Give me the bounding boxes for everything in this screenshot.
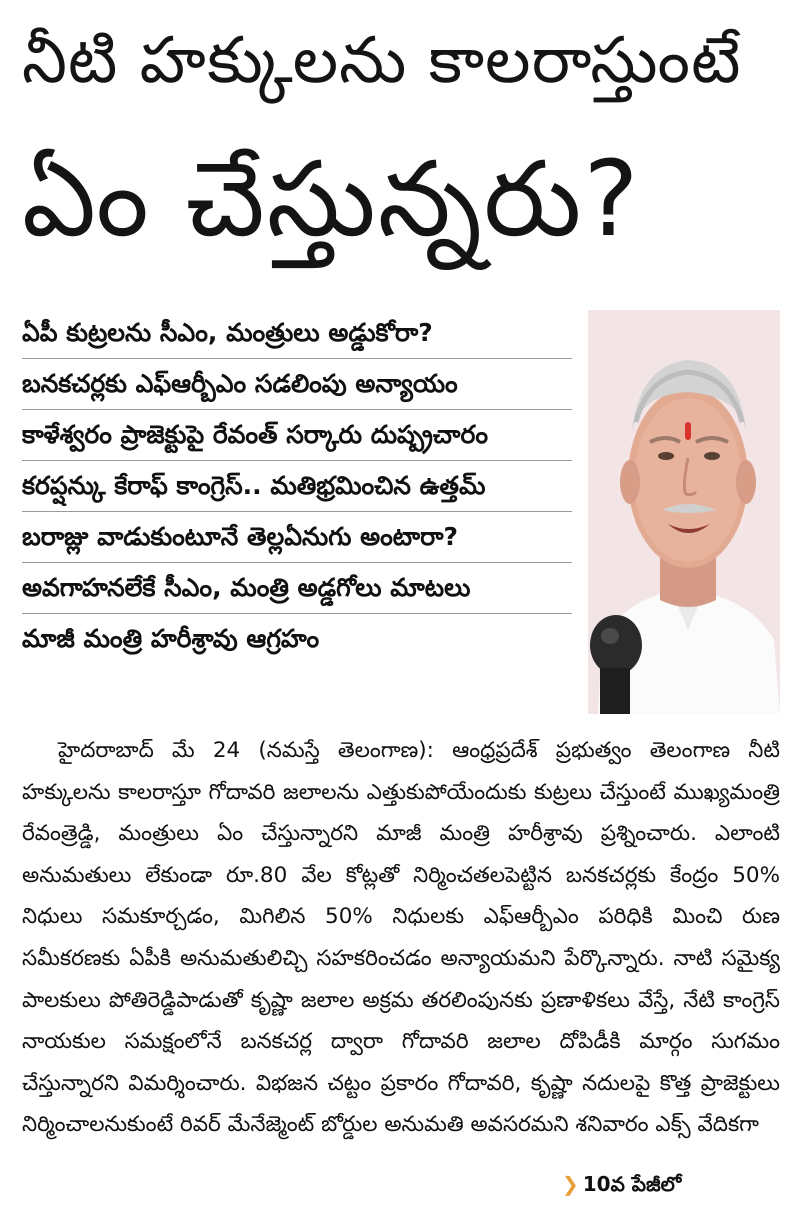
continued-label: 10వ పేజీలో [582,1172,682,1196]
headline-line-2: ఏం చేస్తున్నరు? [22,138,641,260]
subheadline: అవగాహనలేకే సీఎం, మంత్రి అడ్డగోలు మాటలు [22,563,572,614]
article-body-text: హైదరాబాద్ మే 24 (నమస్తే తెలంగాణ): ఆంధ్రప్రదేశ్ ప్రభుత్వం తెలంగాణ నీటి హక్కులను కాలరాస్తూ గోదావరి జలాలను ఎత్తుకుపోయేందుకు కుట్రలు చేస్తుంటే ముఖ్యమంత్రి రేవంత్రెడ్డి, మంత్రులు ఏం చేస్తున్నారని మాజీ మంత్రి హరీశ్రావు ప్రశ్నించారు. ఎలాంటి అనుమతులు లేకుండా రూ.80 వేల కోట్లతో నిర్మించతలపెట్టిన బనకచర్లకు కేంద్రం 50% నిధులు సమకూర్చడం, మిగిలిన 50% నిధులకు ఎఫ్ఆర్బీఎం పరిధికి మించి రుణ సమీకరణకు ఏపీకి అనుమతులిచ్చి సహకరించడం అన్యాయమని పేర్కొన్నారు. నాటి సమైక్య పాలకులు పోతిరెడ్డిపాడుతో కృష్ణా జలాల అక్రమ తరలింపునకు ప్రణాళికలు వేస్తే, నేటి కాంగ్రెస్ నాయకుల సమక్షంలోనే బనకచర్ల ద్వారా గోదావరి జలాల దోపిడీకి మార్గం సుగమం చేస్తున్నారని విమర్శించారు. విభజన చట్టం ప్రకారం గోదావరి, కృష్ణా నదులపై కొత్త ప్రాజెక్టులు నిర్మించాలనుకుంటే రివర్ మేనేజ్మెంట్ బోర్డుల అనుమతి అవసరమని శనివారం ఎక్స్ వేదికగా [22,738,780,1138]
speaker-photo [588,310,780,714]
subheadline: బరాజ్లు వాడుకుంటూనే తెల్లఏనుగు అంటారా? [22,512,572,563]
subheadline-list [22,308,572,664]
subheadline: ఏపీ కుట్రలను సీఎం, మంత్రులు అడ్డుకోరా? [22,308,572,359]
chevron-right-icon: ❯ [562,1172,579,1196]
subheadline: బనకచర్లకు ఎఫ్ఆర్బీఎం సడలింపు అన్యాయం [22,359,572,410]
headline-line-1: నీటి హక్కులను కాలరాస్తుంటే [22,24,742,98]
article-body [22,730,780,1146]
subheadline: కాళేశ్వరం ప్రాజెక్టుపై రేవంత్ సర్కారు దుష్ప్రచారం [22,410,572,461]
subheadline: మాజీ మంత్రి హరీశ్రావు ఆగ్రహం [22,624,320,653]
continued-on-page [562,1172,681,1201]
subheadline: కరప్షన్కు కేరాఫ్ కాంగ్రెస్.. మతిభ్రమించిన ఉత్తమ్ [22,461,572,512]
